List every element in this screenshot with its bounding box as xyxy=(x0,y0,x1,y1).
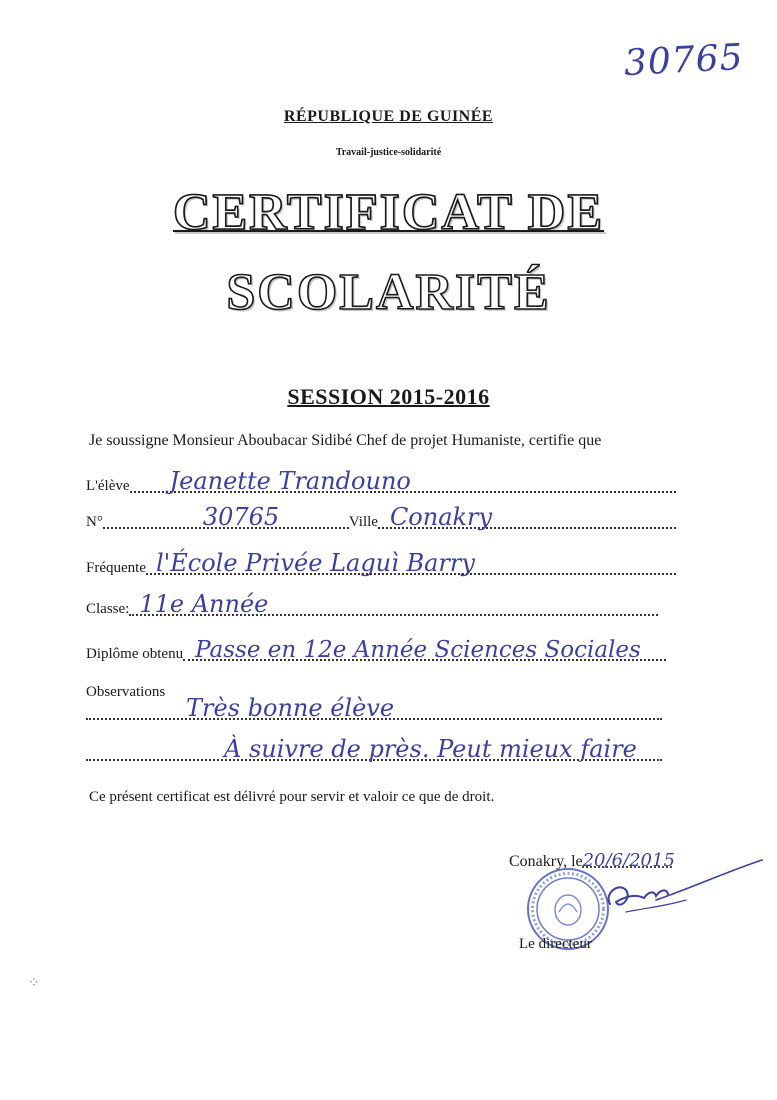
reference-number: 30765 xyxy=(623,36,745,85)
student-label: L'élève xyxy=(86,478,130,494)
diploma-field xyxy=(183,629,666,661)
diploma-label: Diplôme obtenu xyxy=(86,646,184,662)
student-field xyxy=(130,461,676,493)
observations-label: Observations xyxy=(86,684,166,700)
city-label: Ville xyxy=(348,514,378,530)
observation-2: À suivre de près. Peut mieux faire xyxy=(224,735,637,763)
certificate-title-line-1 xyxy=(0,183,777,242)
observation-row-2 xyxy=(86,735,662,765)
class-field xyxy=(129,584,658,616)
class-row xyxy=(86,590,658,620)
session-text: SESSION 2015-2016 xyxy=(287,384,490,409)
class-label: Classe: xyxy=(86,601,130,617)
observation-field-1 xyxy=(86,688,662,720)
number-label: N° xyxy=(86,514,103,530)
student-row xyxy=(86,467,676,497)
closing-statement: Ce présent certificat est délivré pour servir et valoir ce que de droit. xyxy=(89,789,495,805)
school-field xyxy=(146,543,676,575)
class-value: 11e Année xyxy=(139,590,269,618)
school-row xyxy=(86,549,676,579)
number-city-row xyxy=(86,503,676,533)
republic-heading: RÉPUBLIQUE DE GUINÉE xyxy=(283,108,494,125)
diploma-row xyxy=(86,635,666,665)
school-label: Fréquente xyxy=(86,560,146,576)
observation-field-2 xyxy=(86,729,662,761)
city-field xyxy=(378,497,676,529)
student-name: Jeanette Trandouno xyxy=(169,467,411,495)
national-motto: Travail-justice-solidarité xyxy=(335,147,442,158)
observation-row-1 xyxy=(86,694,662,724)
certification-statement: Je soussigne Monsieur Aboubacar Sidibé Chef de projet Humaniste, certifie que xyxy=(89,432,602,449)
student-number: 30765 xyxy=(202,503,280,531)
director-signature xyxy=(596,854,766,924)
city-value: Conakry xyxy=(389,503,493,531)
director-title: Le directeur xyxy=(519,936,592,952)
certificate-title-text-1: CERTIFICAT DE xyxy=(172,184,605,241)
school-value: l'École Privée Laguì Barry xyxy=(155,549,475,577)
scan-artifact-mark: ⁘ xyxy=(28,976,40,991)
number-field xyxy=(103,497,349,529)
session-heading xyxy=(0,384,777,410)
diploma-value: Passe en 12e Année Sciences Sociales xyxy=(195,637,641,663)
place-label: Conakry, le xyxy=(509,853,583,870)
observation-1: Très bonne élève xyxy=(186,694,395,722)
certificate-title-line-2: SCOLARITÉ xyxy=(226,264,551,321)
signature-date: 20/6/2015 xyxy=(582,850,675,871)
